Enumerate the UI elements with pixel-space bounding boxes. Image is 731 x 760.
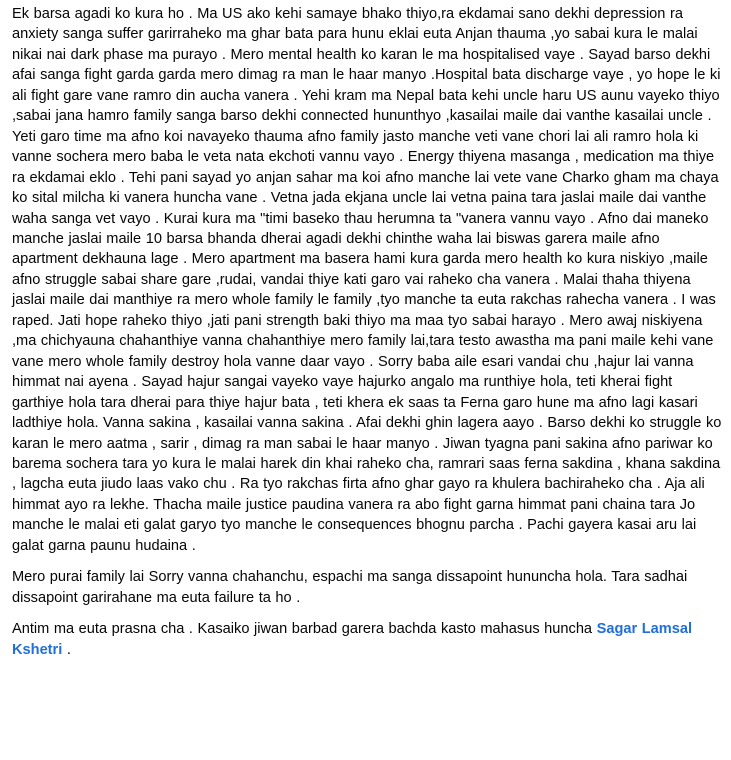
post-paragraph-3-text: Antim ma euta prasna cha . Kasaiko jiwan barbad garera bachda kasto mahasus huncha (12, 621, 597, 638)
post-paragraph-2: Mero purai family lai Sorry vanna chahanchu, espachi ma sanga dissapoint hununcha hola. Tara sadhai dissapoint garirahane ma euta failure ta ho . (12, 569, 688, 606)
post-paragraph-1: Ek barsa agadi ko kura ho . Ma US ako kehi samaye bhako thiyo,ra ekdamai sano dekhi depression ra anxiety sanga suffer garirraheko ma ghar bata para hunu eklai euta Anjan thauma ,yo sabai kura le malai nikai nai dark phase ma purayo . Mero mental health ko karan le ma hospitalised vaye . Sayad barso dekhi afai sanga fight garda garda mero dimag ra man le haar manyo .Hospital bata discharge vaye , yo hope le ki ali fight gare vane ramro din aucha vanera . Yehi kram ma Nepal bata kehi uncle haru US aunu vayeko thiyo ,sabai jana hamro family sanga barso dekhi connected hununthyo ,kasailai maile dai vanthe kasailai uncle . Yeti garo time ma afno koi navayeko thauma afno family jasto manche veti vane chori lai ali ramro hola ki vanne sochera mero baba le veta nata ekchoti vannu vayo . Energy thiyena masanga , medication ma thiye ra ekdamai eklo . Tehi pani sayad yo anjan sahar ma koi afno manche lai vete vane Charko gham ma chaya ko sital milcha ki vanera huncha vane . Vetna jada ekjana uncle lai vetna paina tara jaslai maile dai vanthe waha sanga vet vayo . Kurai kura ma "timi baseko thau herumna ta "vanera vannu vayo . Afno dai maneko manche jaslai maile 10 barsa bhanda dherai agadi dekhi chinthe waha lai biswas garera maile afno apartment dekhauna lage . Mero apartment ma basera hami kura garda mero health ko kura niskiyo ,maile afno struggle sabai share gare ,rudai, vandai thiye kati garo vai raheko cha vanera . Malai thaha thiyena jaslai maile dai manthiye ra mero whole family le family ,tyo manche ta euta rakchas rahecha vanera . I was raped. Jati hope raheko thiyo ,jati pani strength baki thiyo ma maa tyo sabai harayo . Mero awaj niskiyena ,ma chichyauna chahanthiye vanna chahanthiye mero family lai,tara testo awastha ma pani maile kehi vane vane mero whole family destroy hola vanne daar vayo . Sorry baba aile esari vandai chu ,hajur lai vanna himmat nai ayena . Sayad hajur sangai vayeko vaye hajurko angalo ma runthiye hola, teti kherai fight garthiye hola tara dherai para thiye hajur bata , teti khera ek saas ta Ferna garo hune ma afno lagi kasari ladthiye hola. Vanna sakina , kasailai vanna sakina . Afai dekhi ghin lagera aayo . Barso dekhi ko struggle ko karan le mero aatma , sarir , dimag ra man sabai le haar manyo . Jiwan tyagna pani sakina afno pariwar ko barema sochera tara yo kura le malai harek din khai raheko cha, ramrari saas ferna sakdina , khana sakdina , lagcha euta jiudo laas vako chu . Ra tyo rakchas firta afno ghar gayo ra khulera bachiraheko cha . Aja ali himmat ayo ra lekhe. Thacha maile justice paudina vanera ra abo fight garna himmat pani chaina tara Jo manche le malai eti galat garyo tyo manche le consequences bhognu parcha . Pachi gayera kasai aru lai galat garna paunu hudaina . (12, 6, 722, 554)
post-paragraph-3 (12, 619, 723, 660)
mention-link[interactable]: Sagar Lamsal Kshetri (12, 621, 693, 658)
post-paragraph-3-end: . (62, 641, 71, 658)
